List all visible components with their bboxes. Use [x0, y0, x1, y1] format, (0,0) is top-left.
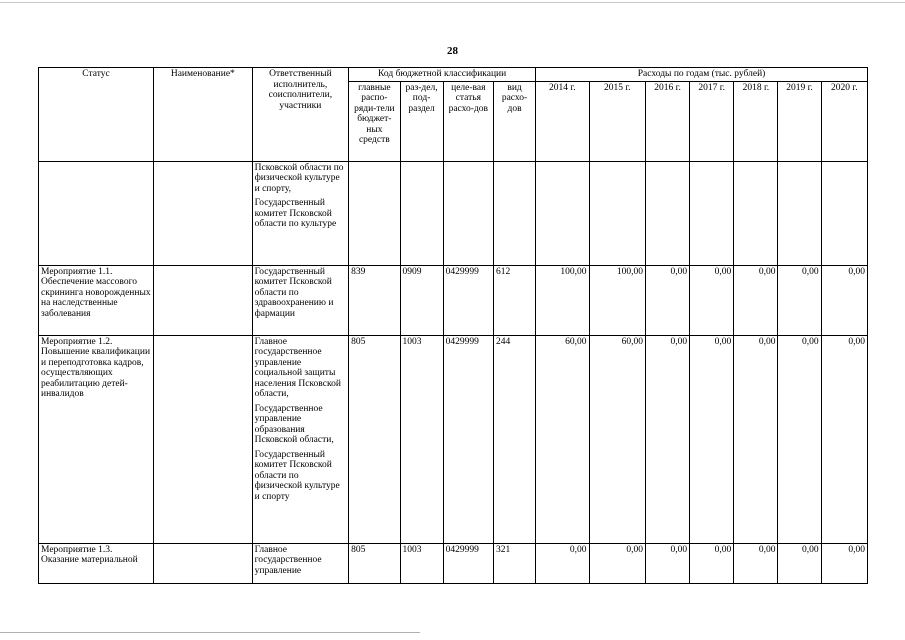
cell-value: 0,00 — [690, 265, 734, 335]
cell-value: 0,00 — [690, 543, 734, 583]
cell-value: 0,00 — [589, 543, 645, 583]
cell-code — [443, 161, 493, 265]
cell-code: 612 — [493, 265, 535, 335]
header-year-2018: 2018 г. — [734, 81, 778, 161]
cell-value — [778, 161, 821, 265]
responsible-entry: Государственное управление образования Псковской области, — [254, 403, 334, 445]
cell-name — [154, 161, 253, 265]
cell-code — [400, 161, 443, 265]
cell-value: 0,00 — [778, 543, 821, 583]
header-status: Статус — [39, 68, 154, 162]
header-responsible: Ответственный исполнитель, соисполнители, участники — [252, 68, 349, 162]
cell-value: 0,00 — [645, 335, 689, 543]
cell-code: 0429999 — [443, 265, 493, 335]
table-row — [39, 161, 868, 265]
cell-responsible — [252, 335, 349, 543]
responsible-entry: Государственный комитет Псковской области по здравоохранению и фармации — [254, 266, 334, 319]
cell-status: Мероприятие 1.3. Оказание материальной — [39, 543, 154, 583]
cell-value: 0,00 — [778, 335, 821, 543]
cell-code: 0429999 — [443, 335, 493, 543]
cell-status: Мероприятие 1.2. Повышение квалификации и переподготовка кадров, осуществляющих реабилитацию детей-инвалидов — [39, 335, 154, 543]
responsible-entry: Псковской области по физической культуре и спорту, — [254, 162, 344, 194]
cell-code: 321 — [493, 543, 535, 583]
header-code-section: раз-дел, под-раздел — [400, 81, 443, 161]
cell-value: 0,00 — [821, 335, 867, 543]
cell-value — [589, 161, 645, 265]
header-year-2015: 2015 г. — [589, 81, 645, 161]
cell-code: 805 — [349, 543, 400, 583]
cell-responsible — [252, 543, 349, 583]
cell-code — [349, 161, 400, 265]
cell-name — [154, 265, 253, 335]
cell-value: 60,00 — [536, 335, 589, 543]
header-year-2017: 2017 г. — [690, 81, 734, 161]
cell-responsible — [252, 161, 349, 265]
header-year-2019: 2019 г. — [778, 81, 821, 161]
cell-value: 0,00 — [690, 335, 734, 543]
cell-code: 1003 — [400, 335, 443, 543]
cell-responsible — [252, 265, 349, 335]
cell-code: 0909 — [400, 265, 443, 335]
header-year-2014: 2014 г. — [536, 81, 589, 161]
header-code-type: вид расхо-дов — [493, 81, 535, 161]
table-row — [39, 335, 868, 543]
cell-value — [734, 161, 778, 265]
header-budget-code: Код бюджетной классификации — [349, 68, 536, 82]
table-row — [39, 543, 868, 583]
page-number: 28 — [447, 45, 458, 57]
cell-name — [154, 543, 253, 583]
scan-edge-top — [0, 2, 905, 3]
responsible-entry: Главное государственное управление — [254, 544, 322, 576]
cell-code — [493, 161, 535, 265]
cell-value — [645, 161, 689, 265]
cell-value: 0,00 — [821, 543, 867, 583]
cell-value: 0,00 — [536, 543, 589, 583]
cell-value: 0,00 — [821, 265, 867, 335]
cell-value: 0,00 — [734, 543, 778, 583]
cell-code: 1003 — [400, 543, 443, 583]
responsible-entry: Государственный комитет Псковской области по культуре — [254, 198, 337, 229]
cell-status — [39, 161, 154, 265]
cell-value — [821, 161, 867, 265]
cell-code: 839 — [349, 265, 400, 335]
cell-code: 805 — [349, 335, 400, 543]
cell-value: 0,00 — [645, 543, 689, 583]
cell-value: 100,00 — [536, 265, 589, 335]
cell-value: 0,00 — [645, 265, 689, 335]
table-row — [39, 265, 868, 335]
cell-value: 0,00 — [734, 335, 778, 543]
header-code-admin: главные распо-ряди-тели бюджет-ных средств — [349, 81, 400, 161]
cell-status: Мероприятие 1.1. Обеспечение массового скрининга новорожденных на наследственные заболевания — [39, 265, 154, 335]
responsible-entry: Главное государственное управление социальной защиты населения Псковской области, — [254, 336, 341, 399]
cell-code: 244 — [493, 335, 535, 543]
cell-value: 0,00 — [734, 265, 778, 335]
header-year-2020: 2020 г. — [821, 81, 867, 161]
cell-value: 60,00 — [589, 335, 645, 543]
scan-edge-bottom — [0, 632, 420, 633]
header-expenses: Расходы по годам (тыс. рублей) — [536, 68, 868, 82]
responsible-entry: Государственный комитет Псковской области по физической культуре и спорту — [254, 449, 340, 502]
budget-table — [38, 67, 868, 584]
cell-name — [154, 335, 253, 543]
cell-value: 100,00 — [589, 265, 645, 335]
header-code-article: целе-вая статья расхо-дов — [443, 81, 493, 161]
cell-value — [690, 161, 734, 265]
header-year-2016: 2016 г. — [645, 81, 689, 161]
cell-code: 0429999 — [443, 543, 493, 583]
cell-value: 0,00 — [778, 265, 821, 335]
header-name: Наименование* — [154, 68, 253, 162]
cell-value — [536, 161, 589, 265]
